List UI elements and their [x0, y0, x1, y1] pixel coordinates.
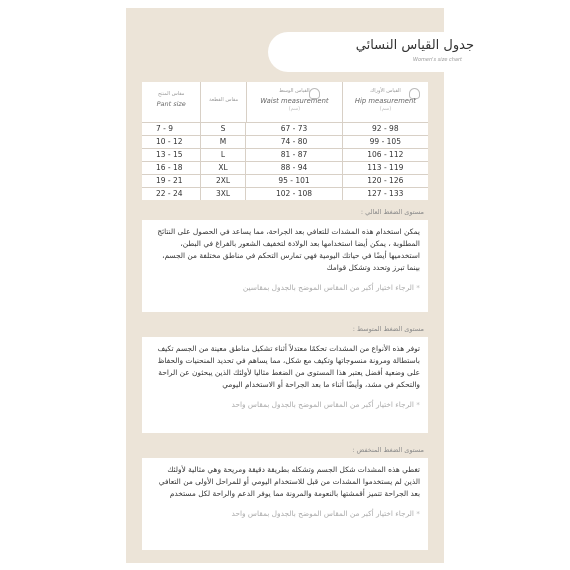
table-header — [142, 82, 428, 123]
cell-letter: XL — [201, 162, 247, 174]
cell-size: 16 - 18 — [142, 162, 201, 174]
cell-waist: 88 - 94 — [246, 162, 342, 174]
col-size — [142, 82, 201, 122]
section-high — [142, 220, 428, 312]
table-row — [142, 149, 428, 162]
cell-letter: M — [201, 136, 247, 148]
cell-letter: L — [201, 149, 247, 161]
section-low — [142, 458, 428, 550]
star-icon: * — [413, 509, 420, 518]
table-row — [142, 188, 428, 200]
section-body: توفر هذه الأنواع من المشدات تحكمًا معتدلاً أثناء تشكيل مناطق معينة من الجسم تكيف باستطالة ومرونة منسوجاتها وتكيف مع شكل، مما يساهم في تحديد المنحنيات والحفاظ على وضعية أفضل يعتبر هذا المستوى من الضغط مثاليا لأولئك الذين يبحثون عن الراحة والتحكم في مشد، وأيضًا أثناء ما بعد الجراحة أو الاستخدام اليومي — [157, 344, 420, 389]
col-waist-unit: (سم) — [288, 106, 301, 112]
cell-size: 22 - 24 — [142, 188, 201, 200]
page-subtitle: Women's size chart — [413, 57, 462, 63]
col-waist — [247, 82, 343, 122]
col-size-ar: مقاس المنتج — [157, 91, 185, 97]
page-title: جدول القياس النسائي — [355, 38, 474, 53]
cell-waist: 102 - 108 — [246, 188, 342, 200]
cell-waist: 74 - 80 — [246, 136, 342, 148]
note-text: الرجاء اختيار أكبر من المقاس الموضح بالجدول بمقاس واحد — [231, 509, 414, 518]
title-banner — [268, 32, 492, 72]
cell-hip: 127 - 133 — [367, 189, 404, 198]
cell-hip: 99 - 105 — [369, 137, 401, 146]
star-icon: * — [413, 400, 420, 409]
col-waist-en: Waist measurement — [260, 97, 329, 105]
col-size-en: Pant size — [156, 100, 186, 108]
table-row — [142, 136, 428, 149]
cell-waist: 95 - 101 — [246, 175, 342, 187]
cell-letter: 2XL — [201, 175, 247, 187]
cell-size: 10 - 12 — [142, 136, 201, 148]
table-row — [142, 162, 428, 175]
section-body: يمكن استخدام هذه المشدات للتعافي بعد الجراحة، مما يساعد في الحصول على النتائج المطلوبة ، يمكن أيضا استخدامها بعد الولادة لتخفيف الشعور بالفراغ في البطن، استخدميها أيضًا في حياتك اليومية فهي تمارس التحكم في مناطق مختلفة من الجسم، بينما تبرز وتحدد وتشكل قوامك — [157, 227, 420, 272]
col-hip — [343, 82, 428, 122]
section-title-medium: مستوى الضغط المتوسط : — [352, 325, 424, 333]
cell-waist: 81 - 87 — [246, 149, 342, 161]
cell-hip: 120 - 126 — [367, 176, 404, 185]
cell-size: 7 - 9 — [142, 123, 201, 135]
cell-letter: S — [201, 123, 247, 135]
cell-size: 13 - 15 — [142, 149, 201, 161]
cell-hip: 106 - 112 — [367, 150, 404, 159]
size-table — [142, 82, 428, 200]
col-hip-ar: القياس الأوراك — [370, 88, 401, 94]
cell-size: 19 - 21 — [142, 175, 201, 187]
table-row — [142, 175, 428, 188]
section-body: تغطي هذه المشدات شكل الجسم وتشكله بطريقة دقيقة ومريحة وهي مثالية لأولئك الذين لم يستخدموا المشدات من قبل للاستخدام اليومي أو للمراحل الأولى من التعافي بعد الجراحة تتميز أقمشتها بالنعومة والمرونة مما يوفر الدعم والراحة لكل مستخدم — [158, 465, 420, 498]
col-garment-ar: مقاس القطعة — [209, 97, 239, 103]
col-garment — [201, 82, 247, 122]
section-title-low: مستوى الضغط المنخفض : — [352, 446, 424, 454]
col-hip-en: Hip measurement — [354, 97, 416, 105]
star-icon: * — [413, 283, 420, 292]
section-title-high: مستوى الضغط العالي : — [360, 208, 424, 216]
table-row — [142, 123, 428, 136]
cell-hip: 113 - 119 — [367, 163, 404, 172]
cell-hip: 92 - 98 — [372, 124, 399, 133]
cell-letter: 3XL — [201, 188, 247, 200]
col-waist-ar: القياس الوسط — [279, 88, 310, 94]
note-text: الرجاء اختيار أكبر من المقاس الموضح بالجدول بمقاسين — [242, 283, 414, 292]
col-hip-unit: (سم) — [379, 106, 392, 112]
section-note — [150, 282, 420, 294]
section-note — [150, 508, 420, 520]
cell-waist: 67 - 73 — [246, 123, 342, 135]
section-medium — [142, 337, 428, 433]
note-text: الرجاء اختيار أكبر من المقاس الموضح بالجدول بمقاس واحد — [231, 400, 414, 409]
section-note — [150, 399, 420, 411]
size-chart-card — [126, 8, 474, 563]
